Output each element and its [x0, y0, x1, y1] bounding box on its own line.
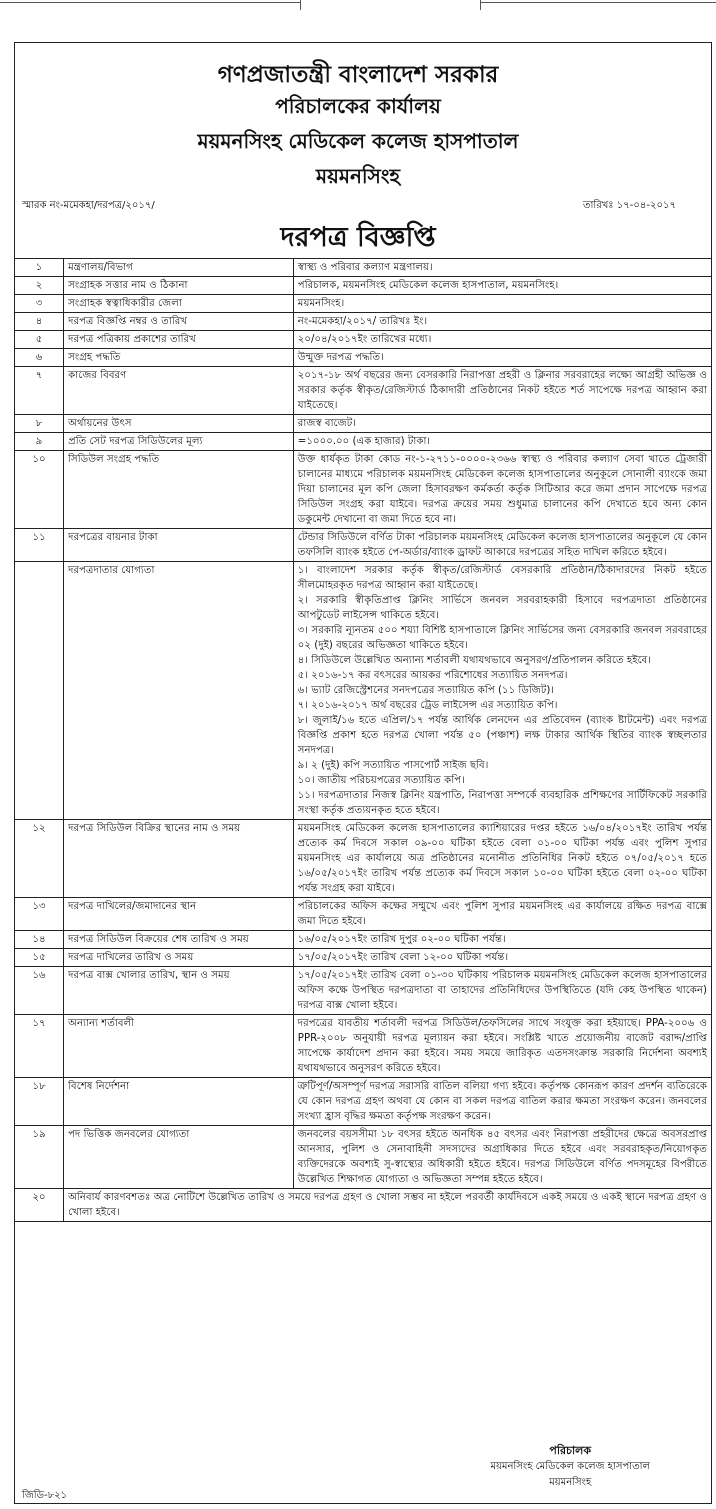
row-number [15, 562, 64, 820]
row-label: প্রতি সেট দরপত্র সিডিউলের মূল্য [64, 433, 294, 451]
table-row [15, 898, 712, 931]
value-paragraph: ২। সরকারি স্বীকৃতিপ্রাপ্ত ক্লিনিং সার্ভিসে জনবল সরবরাহকারী হিসাবে দরপত্রদাতা প্রতিষ্ঠানের আপটুডেট লাইসেন্স থাকিতে হইবে। [297, 595, 707, 621]
value-paragraph: ময়মনসিংহ মেডিকেল কলেজ হাসপাতালের ক্যাশিয়ারের দপ্তর হইতে ১৬/০৪/২০১৭ইং তারিখ পর্যন্ত প্রত্যেক কর্ম দিবসে সকাল ০৯-০০ ঘটিকা হইতে বেলা ০১-০০ ঘটিকা পর্যন্ত এবং পুলিশ সুপার ময়মনসিংহ এর কার্যালয়ে অত্র প্রতিষ্ঠানের মনোনীত প্রতিনিধির নিকট হইতে ০৭/০৫/২০১৭ হতে ১৬/০৫/২০১৭ইং তারিখ পর্যন্ত প্রত্যেক কর্ম দিবসে সকাল ১০-০০ ঘটিকা হইতে বেলা ০২-০০ ঘটিকা পর্যন্ত সংগ্রহ করা যাইবে। [297, 823, 707, 894]
row-label: অর্থায়নের উৎস [64, 415, 294, 433]
value-paragraph: ৬। ভ্যাট রেজিস্ট্রেশনের সনদপত্রের সত্যায়িত কপি (১১ ডিজিট)। [297, 685, 555, 696]
row-label: সংগ্রাহক সত্তার নাম ও ঠিকানা [64, 277, 294, 295]
government-title: গণপ্রজাতন্ত্রী বাংলাদেশ সরকার [217, 61, 499, 88]
value-paragraph: ময়মনসিংহ। [297, 298, 345, 309]
value-paragraph: ত্রুটিপূর্ণ/অসম্পূর্ণ দরপত্র সরাসরি বাতিল বলিয়া গণ্য হইবে। কর্তৃপক্ষ কোনরূপ কারণ প্রদর্শন ব্যতিরেকে যে কোন দরপত্র গ্রহণ অথবা যে কোন বা সকল দরপত্র বাতিল করার ক্ষমতা সংরক্ষণ করেন। জনবলের সংখ্যা হ্রাস বৃদ্ধির ক্ষমতা কর্তৃপক্ষ সংরক্ষণ করেন। [297, 1081, 707, 1122]
gd-code: জিডি-৮২১ [22, 1490, 68, 1501]
row-label: দরপত্রদাতার যোগ্যতা [64, 562, 294, 820]
table-row [15, 331, 712, 349]
row-value [293, 1078, 711, 1126]
value-paragraph: ৭। ২০১৬-২০১৭ অর্থ বছরের ট্রেড লাইসেন্স এর সত্যায়িত কপি। [297, 700, 558, 711]
value-paragraph: রাজস্ব বাজেট। [297, 418, 356, 429]
city-name: ময়মনসিংহ [316, 164, 400, 188]
row-value [293, 433, 711, 451]
row-label: দরপত্র বাক্স খোলার তারিখ, স্থান ও সময় [64, 967, 294, 1015]
signatory-city: ময়মনসিংহ [549, 1477, 592, 1488]
value-paragraph: =১০০০.০০ (এক হাজার) টাকা। [297, 436, 431, 447]
table-row [15, 295, 712, 313]
table-row [15, 1015, 712, 1078]
row-label: পদ ভিত্তিক জনবলের যোগ্যতা [64, 1126, 294, 1189]
row-number: ১৬ [15, 967, 64, 1015]
row-value [293, 949, 711, 967]
table-row [15, 367, 712, 415]
row-label: দরপত্র বিজ্ঞপ্তি নম্বর ও তারিখ [64, 313, 294, 331]
value-paragraph: টেন্ডার সিডিউলে বর্ণিত টাকা পরিচালক ময়মনসিংহ মেডিকেল কলেজ হাসপাতালের অনুকূলে যে কোন তফসিলি ব্যাংক হইতে পে-অর্ডার/ব্যাংক ড্রাফট আকারে দরপত্রের সহিত দাখিল করিতে হইবে। [297, 532, 707, 558]
value-paragraph: ৩। সরকারি ন্যূনতম ৫০০ শয্যা বিশিষ্ট হাসপাতালে ক্লিনিং সার্ভিসের জন্য বেসরকারি জনবল সরবরাহের ০২ (দুই) বছরের অভিজ্ঞতা থাকিতে হইবে। [297, 625, 707, 651]
row-number: ১ [15, 259, 64, 277]
row-value [293, 1126, 711, 1189]
value-paragraph: স্বাস্থ্য ও পরিবার কল্যাণ মন্ত্রণালয়। [297, 262, 433, 273]
signature-block [490, 1443, 650, 1491]
row-number: ৩ [15, 295, 64, 313]
row-number: ১৩ [15, 898, 64, 931]
row-number: ২০ [15, 1189, 64, 1222]
value-paragraph: উক্ত ধার্যকৃত টাকা কোড নং-১-২৭১১-০০০০-২৩৬৬ স্বাস্থ্য ও পরিবার কল্যাণ সেবা খাতে ট্রেজারী চালানের মাধ্যমে পরিচালক ময়মনসিংহ মেডিকেল কলেজ হাসপাতালের অনুকূলে সোনালী ব্যাংকে জমা দিয়া চালানের মূল কপি জেলা হিসাবরক্ষণ কর্মকর্তা কর্তৃক সিটিআর করে জমা প্রদান সাপেক্ষে দরপত্র সিডিউল সংগ্রহ করা যাইবে। দরপত্র ক্রয়ের সময় শুধুমাত্র চালানের কপি দেখাতে হবে অন্য কোন ডকুমেন্ট দেখানো বা জমা দিতে হবে না। [297, 454, 707, 525]
value-paragraph: ১৬/০৫/২০১৭ইং তারিখ দুপুর ০২-০০ ঘটিকা পর্যন্ত। [297, 934, 506, 945]
value-paragraph: দরপত্রের যাবতীয় শর্তাবলী দরপত্র সিডিউল/তফসিলের সাথে সংযুক্ত করা হইয়াছে। PPA-২০০৬ ও PPR-২০০৮ অনুযায়ী দরপত্র মূল্যায়ন করা হইবে। সংশ্লিষ্ট খাতে প্রয়োজনীয় বাজেট বরাদ্দ/প্রাপ্তি সাপেক্ষে কার্যাদেশ প্রদান করা হইবে। সময় সময়ে জারিকৃত এতদসংক্রান্ত সরকারি নির্দেশনা অবশ্যই যথাযথভাবে অনুসরণ করিতে হইবে। [297, 1018, 707, 1074]
table-row [15, 1126, 712, 1189]
value-paragraph: ১১। দরপত্রদাতার নিজস্ব ক্লিনিং যন্ত্রপাতি, নিরাপত্তা সম্পর্কে ব্যবহারিক প্রশিক্ষণের সার্টিফিকেট সরকারি সংস্থা কর্তৃক প্রত্যয়নকৃত হতে হইবে। [297, 790, 707, 816]
row-label: সিডিউল সংগ্রহ পদ্ধতি [64, 451, 294, 529]
value-paragraph: ২০১৭-১৮ অর্থ বছরের জন্য বেসরকারি নিরাপত্তা প্রহরী ও ক্লিনার সরবরাহের লক্ষ্যে আগ্রহী অভিজ্ঞ ও সরকার কর্তৃক স্বীকৃত/রেজিস্টার্ড ঠিকাদারী প্রতিষ্ঠানের নিকট হইতে শর্ত সাপেক্ষে দরপত্র আহ্বান করা যাইতেছে। [297, 370, 707, 411]
table-row [15, 931, 712, 949]
value-paragraph: উন্মুক্ত দরপত্র পদ্ধতি। [297, 352, 384, 363]
row-number: ২ [15, 277, 64, 295]
row-value [293, 562, 711, 820]
row-number: ১১ [15, 529, 64, 562]
row-label: মন্ত্রণালয়/বিভাগ [64, 259, 294, 277]
office-title: পরিচালকের কার্যালয় [275, 94, 441, 118]
table-row [15, 313, 712, 331]
table-row [15, 433, 712, 451]
table-row [15, 529, 712, 562]
signatory-organization: ময়মনসিংহ মেডিকেল কলেজ হাসপাতাল [490, 1461, 650, 1472]
row-label: কাজের বিবরণ [64, 367, 294, 415]
tender-details-table [14, 258, 712, 1222]
value-paragraph: ৫। ২০১৬-১৭ কর বৎসরের আয়কর পরিশোধের সত্যায়িত সনদপত্র। [297, 670, 568, 681]
row-label: অন্যান্য শর্তাবলী [64, 1015, 294, 1078]
table-row [15, 562, 712, 820]
table-row [15, 415, 712, 433]
row-number: ১০ [15, 451, 64, 529]
row-number: ১২ [15, 820, 64, 898]
notice-title: দরপত্র বিজ্ঞপ্তি [280, 222, 436, 253]
row-value [293, 529, 711, 562]
table-row [15, 259, 712, 277]
row-value [293, 1015, 711, 1078]
value-paragraph: ১৭/০৫/২০১৭ইং তারিখ বেলা ০১-৩০ ঘটিকায় পরিচালক ময়মনসিংহ মেডিকেল কলেজ হাসপাতালের অফিস কক্ষে উপস্থিত দরপত্রদাতা বা তাহাদের প্রতিনিধিদের উপস্থিতিতে (যদি কেহ উপস্থিত থাকেন) দরপত্র বাক্স খোলা হইবে। [297, 970, 707, 1011]
row-value [293, 967, 711, 1015]
hospital-name: ময়মনসিংহ মেডিকেল কলেজ হাসপাতাল [197, 129, 519, 153]
row-value [293, 277, 711, 295]
row-number: ৯ [15, 433, 64, 451]
row-label: দরপত্রের বায়নার টাকা [64, 529, 294, 562]
row-label: দরপত্র পত্রিকায় প্রকাশের তারিখ [64, 331, 294, 349]
row-number: ১৮ [15, 1078, 64, 1126]
value-paragraph: জনবলের বয়সসীমা ১৮ বৎসর হইতে অনধিক ৪৫ বৎসর এবং নিরাপত্তা প্রহরীদের ক্ষেত্রে অবসরপ্রাপ্ত আনসার, পুলিশ ও সেনাবাহিনী সদস্যদের অগ্রাধিকার দিতে হইবে এবং সরবরাহকৃত/নিয়োগকৃত ব্যক্তিদেরকে অবশ্যই সু-স্বাস্থ্যের অধিকারী হইতে হইবে। দরপত্র সিডিউলে বর্ণিত পদসমূহের বিপরীতে উল্লেখিত শিক্ষাগত যোগ্যতা ও অভিজ্ঞতা সম্পন্ন হইতে হইবে। [297, 1129, 707, 1185]
value-paragraph: ১০। জাতীয় পরিচয়পত্রের সত্যায়িত কপি। [297, 775, 465, 786]
row-value [293, 349, 711, 367]
table-row [15, 967, 712, 1015]
row-label: দরপত্র দাখিলের তারিখ ও সময় [64, 949, 294, 967]
table-row [15, 451, 712, 529]
row-value [293, 259, 711, 277]
row-value: অনিবার্য কারণবশতঃ অত্র নোটিশে উল্লেখিত তারিখ ও সময়ে দরপত্র গ্রহণ ও খোলা সম্ভব না হইলে পরবর্তী কার্যদিবসে একই সময়ে ও একই স্থানে দরপত্র গ্রহণ ও খোলা হইবে। [64, 1189, 712, 1222]
row-number: ১৫ [15, 949, 64, 967]
value-paragraph: ৯। ২ (দুই) কপি সত্যায়িত পাসপোর্ট সাইজ ছবি। [297, 760, 489, 771]
row-number: ৬ [15, 349, 64, 367]
value-paragraph: নং-মমেকহা/২০১৭/ তারিখঃ ইং। [297, 316, 428, 327]
value-paragraph: ১৭/০৫/২০১৭ইং তারিখ বেলা ১২-০০ ঘটিকা পর্যন্ত। [297, 952, 509, 963]
value-paragraph: ৮। জুলাই/১৬ হতে এপ্রিল/১৭ পর্যন্ত আর্থিক লেনদেন এর প্রতিবেদন (ব্যাংক ষ্টাটমেন্ট) এবং দরপত্র বিজ্ঞপ্তি প্রকাশ হতে দরপত্র খোলা পর্যন্ত ৫০ (পঞ্চাশ) লক্ষ টাকার আর্থিক স্থিতির ব্যাংক স্বচ্ছলতার সনদপত্র। [297, 715, 707, 756]
table-row [15, 1078, 712, 1126]
value-paragraph: পরিচালকের অফিস কক্ষের সম্মুখে এবং পুলিশ সুপার ময়মনসিংহ এর কার্যালয়ে রক্ষিত দরপত্র বাক্সে জমা দিতে হইবে। [297, 901, 707, 927]
row-value [293, 931, 711, 949]
row-label: দরপত্র সিডিউল বিক্রির স্থানের নাম ও সময় [64, 820, 294, 898]
top-cropped-edge [0, 0, 716, 14]
row-label: সংগ্রহ পদ্ধতি [64, 349, 294, 367]
value-paragraph: ১। বাংলাদেশ সরকার কর্তৃক স্বীকৃত/রেজিস্টার্ড বেসরকারি প্রতিষ্ঠান/ঠিকাদারদের নিকট হইতে সীলমোহরকৃত দরপত্র আহ্বান করা যাইতেছে। [297, 565, 707, 591]
row-value [293, 331, 711, 349]
value-paragraph: পরিচালক, ময়মনসিংহ মেডিকেল কলেজ হাসপাতাল, ময়মনসিংহ। [297, 280, 559, 291]
row-value [293, 898, 711, 931]
memo-number: স্মারক নং-মমেকহা/দরপত্র/২০১৭/ [22, 200, 155, 211]
value-paragraph: ২০/০৪/২০১৭ইং তারিখের মধ্যে। [297, 334, 432, 345]
row-number: ৪ [15, 313, 64, 331]
notice-date: তারিখঃ ১৭-০৪-২০১৭ [582, 200, 676, 211]
row-number: ৭ [15, 367, 64, 415]
row-number: ৫ [15, 331, 64, 349]
row-value [293, 415, 711, 433]
table-row [15, 349, 712, 367]
row-label: দরপত্র দাখিলের/জমাদানের স্থান [64, 898, 294, 931]
row-value [293, 451, 711, 529]
table-row [15, 1189, 712, 1222]
row-number: ১৯ [15, 1126, 64, 1189]
row-number: ১৭ [15, 1015, 64, 1078]
row-label: সংগ্রাহক স্বত্বাধিকারীর জেলা [64, 295, 294, 313]
row-value [293, 313, 711, 331]
row-value [293, 367, 711, 415]
row-label: দরপত্র সিডিউল বিক্রয়ের শেষ তারিখ ও সময় [64, 931, 294, 949]
signatory-designation: পরিচালক [549, 1444, 592, 1457]
row-value [293, 295, 711, 313]
row-number: ৮ [15, 415, 64, 433]
row-label: বিশেষ নির্দেশনা [64, 1078, 294, 1126]
row-value [293, 820, 711, 898]
table-row [15, 949, 712, 967]
value-paragraph: ৪। সিডিউলে উল্লেখিত অন্যান্য শর্তাবলী যথাযথভাবে অনুসরণ/প্রতিপালন করিতে হইবে। [297, 655, 651, 666]
table-row [15, 820, 712, 898]
row-number: ১৪ [15, 931, 64, 949]
table-row [15, 277, 712, 295]
